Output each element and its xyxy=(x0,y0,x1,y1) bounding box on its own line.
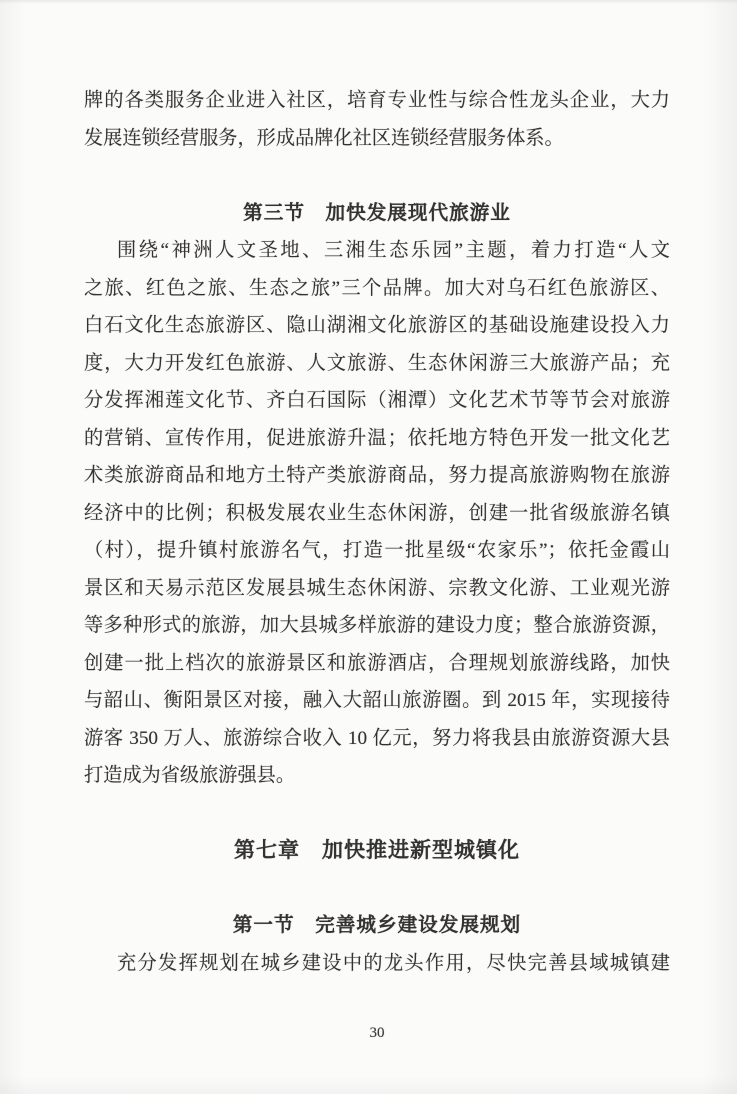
page-number: 30 xyxy=(369,1025,385,1041)
paragraph-planning xyxy=(84,945,670,983)
chapter-heading: 第七章 加快推进新型城镇化 xyxy=(234,838,520,862)
body-line: 打造成为省级旅游强县。 xyxy=(84,765,296,786)
body-line: （村），提升镇村旅游名气，打造一批星级“农家乐”；依托金霞山 xyxy=(84,540,670,561)
body-line: 度，大力开发红色旅游、人文旅游、生态休闲游三大旅游产品；充 xyxy=(84,352,670,374)
body-line: 与韶山、衡阳景区对接，融入大韶山旅游圈。到 2015 年，实现接待 xyxy=(84,690,670,711)
body-line: 牌的各类服务企业进入社区，培育专业性与综合性龙头企业，大力 xyxy=(84,90,670,111)
body-line: 充分发挥规划在城乡建设中的龙头作用，尽快完善县域城镇建 xyxy=(117,952,670,974)
body-line: 的营销、宣传作用，促进旅游升温；依托地方特色开发一批文化艺 xyxy=(84,427,670,449)
body-line: 术类旅游商品和地方土特产类旅游商品，努力提高旅游购物在旅游 xyxy=(84,465,670,486)
body-line: 发展连锁经营服务，形成品牌化社区连锁经营服务体系。 xyxy=(84,127,564,149)
body-line: 之旅、红色之旅、生态之旅”三个品牌。加大对乌石红色旅游区、 xyxy=(84,277,670,299)
section-heading: 第一节 完善城乡建设发展规划 xyxy=(232,915,522,936)
body-line: 分发挥湘莲文化节、齐白石国际（湘潭）文化艺术节等节会对旅游 xyxy=(84,390,670,411)
text-column xyxy=(84,82,670,1043)
section-heading: 第三节 加快发展现代旅游业 xyxy=(243,202,511,224)
body-line: 创建一批上档次的旅游景区和旅游酒店，合理规划旅游线路，加快 xyxy=(84,652,670,674)
body-line: 游客 350 万人、旅游综合收入 10 亿元，努力将我县由旅游资源大县 xyxy=(84,727,670,749)
body-line: 白石文化生态旅游区、隐山湖湘文化旅游区的基础设施建设投入力 xyxy=(84,315,670,336)
paragraph-continuation xyxy=(84,82,670,157)
body-line: 经济中的比例；积极发展农业生态休闲游，创建一批省级旅游名镇 xyxy=(84,502,670,524)
body-line: 等多种形式的旅游，加大县城多样旅游的建设力度；整合旅游资源， xyxy=(84,615,670,636)
paragraph-tourism xyxy=(84,232,670,795)
body-line: 围绕“神洲人文圣地、三湘生态乐园”主题，着力打造“人文 xyxy=(117,240,670,261)
body-line: 景区和天易示范区发展县城生态休闲游、宗教文化游、工业观光游 xyxy=(84,577,670,599)
